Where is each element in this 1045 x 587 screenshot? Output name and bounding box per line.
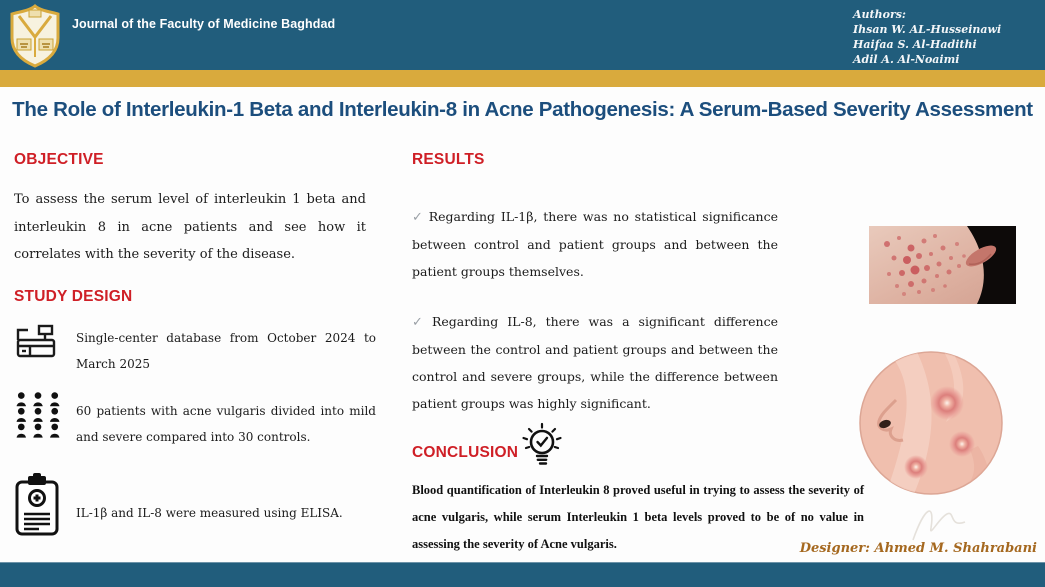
- footer-bar: [0, 562, 1045, 587]
- result-il1b-text: Regarding IL-1β, there was no statistical significance between control and patient groups and between the patient groups themselves.: [412, 209, 778, 279]
- designer-credit: [800, 541, 1037, 556]
- authors-label: Authors:: [853, 8, 906, 21]
- objective-heading: OBJECTIVE: [14, 151, 104, 168]
- author-3: Adil A. Al-Noaimi: [853, 53, 960, 66]
- result-il1b: [412, 203, 778, 285]
- designer-name: Ahmed M. Shahrabani: [874, 541, 1037, 556]
- conclusion-text: Blood quantification of Interleukin 8 proved useful in trying to assess the severity of acne vulgaris, while serum Interleukin 1 beta levels proved to be of no value in assessing the severity of Acne vulgaris.: [412, 483, 864, 551]
- check-icon: ✓: [412, 315, 428, 330]
- designer-signature-watermark: [905, 498, 977, 546]
- journal-name: Journal of the Faculty of Medicine Baghdad: [72, 17, 336, 31]
- study-item-patients: 60 patients with acne vulgaris divided into mild and severe compared into 30 controls.: [76, 404, 376, 444]
- patients-group-icon: [15, 392, 61, 438]
- result-il8-text: Regarding IL-8, there was a significant difference between the control and patient groups and between the control and severe groups, while the difference between patient groups was highly significant.: [412, 314, 778, 411]
- results-heading: RESULTS: [412, 151, 485, 168]
- database-icon: [15, 322, 59, 362]
- study-item-database: Single-center database from October 2024 to March 2025: [76, 331, 376, 371]
- acne-photo: [869, 226, 1016, 304]
- author-1: Ihsan W. AL-Husseinawi: [853, 23, 1002, 36]
- lightbulb-idea-icon: [519, 422, 565, 472]
- journal-crest-icon: [7, 3, 63, 69]
- poster-title: The Role of Interleukin-1 Beta and Interleukin-8 in Acne Pathogenesis: A Serum-Based Severity Assessment: [12, 98, 1033, 121]
- designer-label: Designer:: [799, 541, 870, 556]
- result-il8: [412, 308, 778, 417]
- acne-illustration: [858, 350, 1004, 496]
- conclusion-heading: CONCLUSION: [412, 444, 519, 461]
- clipboard-icon: [12, 472, 62, 538]
- objective-text: To assess the serum level of interleukin 1 beta and interleukin 8 in acne patients and see how it correlates with the severity of the disease.: [14, 192, 366, 262]
- check-icon: ✓: [412, 210, 425, 225]
- study-item-elisa: IL-1β and IL-8 were measured using ELISA.: [76, 506, 343, 520]
- author-2: Haifaa S. Al-Hadithi: [853, 38, 977, 51]
- gold-stripe: [0, 70, 1045, 87]
- study-design-heading: STUDY DESIGN: [14, 288, 133, 305]
- authors-block: [853, 7, 1031, 67]
